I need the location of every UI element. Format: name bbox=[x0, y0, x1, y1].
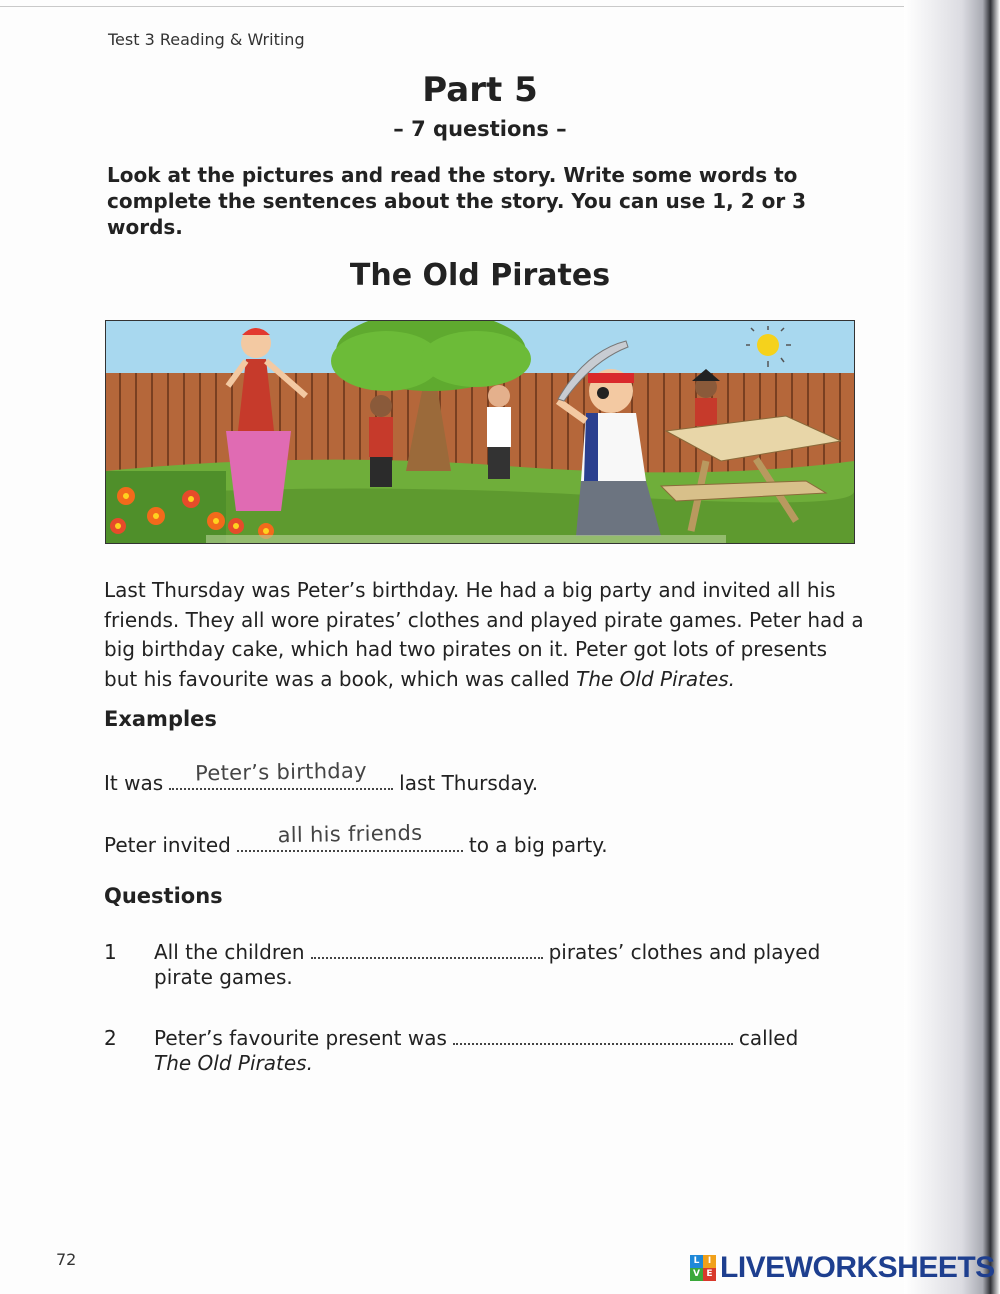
question-2-after: called bbox=[738, 1026, 799, 1050]
question-2-before: Peter’s favourite present was bbox=[154, 1026, 447, 1050]
liveworksheets-logo[interactable] bbox=[690, 1251, 995, 1285]
questions-heading: Questions bbox=[104, 884, 223, 908]
story-book-title: The Old Pirates. bbox=[576, 666, 736, 691]
question-2-line2: The Old Pirates. bbox=[154, 1051, 313, 1075]
example-1-answer-field[interactable] bbox=[169, 758, 393, 790]
part-title: Part 5 bbox=[422, 70, 538, 110]
example-2-after: to a big party. bbox=[468, 833, 608, 857]
pirate-party-illustration bbox=[106, 321, 854, 543]
story-paragraph: Last Thursday was Peter’s birthday. He had a big party and invited all his friends. They all wore pirates’ clothes and played pirate games. Peter had a big birthday cake, which had two pirates on it. Peter got lots of presents but his favourite was a book, which was called bbox=[104, 578, 864, 691]
examples-heading: Examples bbox=[104, 707, 217, 731]
part-subtitle: – 7 questions – bbox=[393, 117, 567, 141]
question-1 bbox=[154, 940, 854, 990]
liveworksheets-wordmark: LIVEWORKSHEETS bbox=[720, 1251, 995, 1284]
example-2-before: Peter invited bbox=[104, 833, 231, 857]
example-2-answer: all his friends bbox=[277, 820, 423, 848]
question-2-number: 2 bbox=[104, 1026, 117, 1050]
instructions: Look at the pictures and read the story. Write some words to complete the sentences about the story. You can use 1, 2 or 3 words. bbox=[107, 163, 807, 239]
question-1-after: pirates’ clothes and played bbox=[548, 940, 821, 964]
page-number: 72 bbox=[56, 1250, 77, 1269]
story-illustration bbox=[105, 320, 855, 544]
liveworksheets-logo-icon: L I V E bbox=[690, 1255, 716, 1281]
pirate-child-figure bbox=[487, 385, 511, 479]
example-1-answer: Peter’s birthday bbox=[195, 758, 368, 786]
question-1-before: All the children bbox=[154, 940, 305, 964]
question-2-answer-field[interactable] bbox=[453, 1027, 733, 1045]
example-2-answer-field[interactable] bbox=[237, 820, 463, 852]
top-rule bbox=[0, 6, 905, 7]
story-title: The Old Pirates bbox=[349, 258, 611, 293]
story-text bbox=[104, 576, 864, 694]
pirate-child-figure bbox=[369, 395, 393, 487]
question-2 bbox=[154, 1026, 854, 1076]
page-binding-edge bbox=[904, 0, 1000, 1294]
example-1-before: It was bbox=[104, 771, 164, 795]
running-head: Test 3 Reading & Writing bbox=[108, 30, 305, 49]
question-1-line2: pirate games. bbox=[154, 965, 293, 989]
example-1-after: last Thursday. bbox=[399, 771, 539, 795]
example-line-2 bbox=[104, 820, 608, 857]
question-1-answer-field[interactable] bbox=[311, 941, 543, 959]
question-1-number: 1 bbox=[104, 940, 117, 964]
example-line-1 bbox=[104, 758, 539, 795]
